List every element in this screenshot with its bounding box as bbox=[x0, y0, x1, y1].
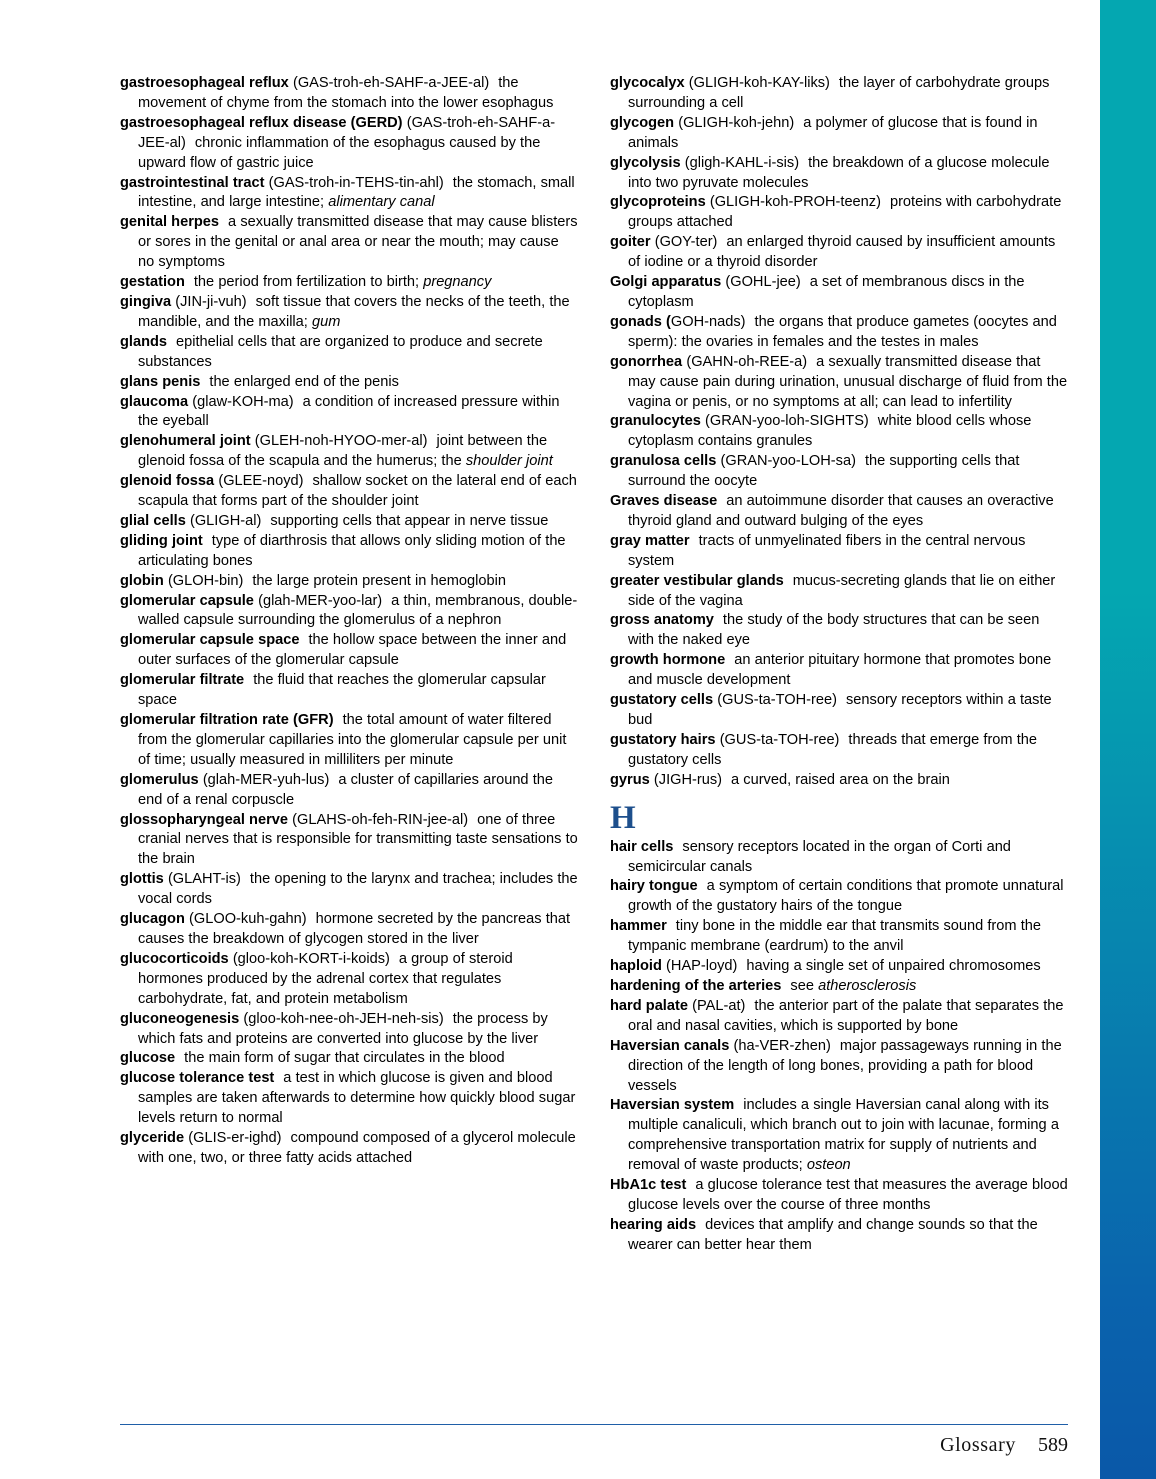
glossary-entry bbox=[610, 611, 1068, 651]
entry-pronunciation: (glah-MER-yoo-lar) bbox=[258, 592, 383, 609]
entry-definition: a symptom of certain conditions that promote unnatural growth of the gustatory hairs of the tongue bbox=[628, 878, 1064, 915]
entry-term: haploid bbox=[610, 958, 662, 975]
glossary-entry bbox=[120, 870, 578, 910]
entry-pronunciation: (GUS-ta-TOH-ree) bbox=[717, 692, 837, 709]
entry-definition-italic: pregnancy bbox=[423, 274, 492, 291]
glossary-entry bbox=[120, 631, 578, 671]
entry-term: glucose tolerance test bbox=[120, 1070, 275, 1087]
entry-pronunciation: (GUS-ta-TOH-ree) bbox=[719, 731, 840, 748]
footer-label: Glossary bbox=[940, 1434, 1016, 1456]
entry-definition: compound composed of a glycerol molecule with one, two, or three fatty acids attached bbox=[138, 1130, 576, 1166]
entry-term: granulocytes bbox=[610, 413, 701, 430]
entry-pronunciation: (gloo-koh-KORT-i-koids) bbox=[232, 950, 390, 967]
glossary-entry bbox=[610, 313, 1068, 353]
entry-term: growth hormone bbox=[610, 652, 726, 669]
entry-term: gliding joint bbox=[120, 532, 203, 549]
glossary-entry bbox=[120, 74, 578, 114]
entry-term: gingiva bbox=[120, 293, 172, 310]
entry-term: glycoproteins bbox=[610, 194, 706, 211]
entry-definition: a set of membranous discs in the cytoplasm bbox=[628, 274, 1025, 310]
entry-pronunciation: (GLIGH-koh-PROH-teenz) bbox=[709, 194, 881, 211]
entry-term: gonads ( bbox=[610, 313, 671, 330]
glossary-entry bbox=[610, 193, 1068, 233]
entry-term: Golgi apparatus bbox=[610, 274, 722, 291]
entry-term: HbA1c test bbox=[610, 1177, 687, 1194]
entry-definition: the process by which fats and proteins are converted into glucose by the liver bbox=[138, 1010, 548, 1047]
decorative-edge-bar bbox=[1100, 0, 1156, 1479]
entry-term: hammer bbox=[610, 918, 667, 935]
glossary-entry bbox=[610, 651, 1068, 691]
entry-definition: chronic inflammation of the esophagus caused by the upward flow of gastric juice bbox=[138, 134, 541, 171]
entry-pronunciation: (GOHL-jee) bbox=[725, 274, 801, 291]
entry-term: glenohumeral joint bbox=[120, 433, 251, 450]
entry-definition: proteins with carbohydrate groups attached bbox=[628, 194, 1062, 231]
letter-heading: H bbox=[610, 799, 637, 836]
entry-pronunciation: (GRAN-yoo-loh-SIGHTS) bbox=[705, 413, 869, 430]
entry-definition: an autoimmune disorder that causes an overactive thyroid gland and outward bulging of the eyes bbox=[628, 493, 1054, 529]
left-column bbox=[120, 74, 578, 1256]
entry-term: globin bbox=[120, 572, 164, 589]
glossary-entry bbox=[120, 1129, 578, 1169]
entry-term: gonorrhea bbox=[610, 353, 683, 370]
glossary-entry bbox=[120, 373, 578, 393]
entry-definition: a thin, membranous, double-walled capsule surrounding the glomerulus of a nephron bbox=[138, 592, 578, 629]
glossary-entry bbox=[610, 838, 1068, 878]
glossary-entry bbox=[610, 771, 1068, 791]
entry-term: glomerular filtrate bbox=[120, 672, 245, 689]
entry-definition: the fluid that reaches the glomerular capsular space bbox=[138, 672, 546, 709]
glossary-entry bbox=[610, 273, 1068, 313]
entry-pronunciation: (glaw-KOH-ma) bbox=[192, 393, 294, 410]
entry-term: hardening of the arteries bbox=[610, 977, 782, 994]
entry-definition: the opening to the larynx and trachea; includes the vocal cords bbox=[138, 871, 578, 908]
entry-pronunciation: (JIGH-rus) bbox=[653, 771, 723, 788]
entry-pronunciation: (GLEH-noh-HYOO-mer-al) bbox=[254, 433, 428, 450]
entry-definition: a condition of increased pressure within the eyeball bbox=[138, 393, 560, 430]
entry-definition: an anterior pituitary hormone that promotes bone and muscle development bbox=[628, 652, 1052, 689]
entry-term: glottis bbox=[120, 871, 164, 888]
glossary-entry bbox=[120, 174, 578, 214]
glossary-entry bbox=[120, 950, 578, 1010]
entry-term: genital herpes bbox=[120, 214, 220, 231]
entry-pronunciation: (GLAHT-is) bbox=[167, 871, 241, 888]
entry-term: hair cells bbox=[610, 838, 674, 855]
entry-term: Haversian canals bbox=[610, 1037, 730, 1054]
entry-definition: one of three cranial nerves that is responsible for transmitting taste sensations to the brain bbox=[138, 811, 578, 868]
glossary-entry bbox=[610, 1176, 1068, 1216]
entry-definition: an enlarged thyroid caused by insufficient amounts of iodine or a thyroid disorder bbox=[628, 234, 1056, 271]
glossary-entry bbox=[120, 1010, 578, 1050]
entry-term: glomerulus bbox=[120, 771, 199, 788]
entry-definition: the enlarged end of the penis bbox=[209, 373, 399, 390]
entry-term: glands bbox=[120, 333, 168, 350]
entry-definition: tracts of unmyelinated fibers in the central nervous system bbox=[628, 532, 1026, 569]
entry-definition: shallow socket on the lateral end of each scapula that forms part of the shoulder joint bbox=[138, 473, 577, 510]
entry-definition: a polymer of glucose that is found in animals bbox=[628, 114, 1038, 151]
entry-term: glial cells bbox=[120, 512, 186, 529]
glossary-entry bbox=[120, 711, 578, 771]
entry-term: Graves disease bbox=[610, 493, 718, 510]
glossary-entry bbox=[120, 910, 578, 950]
glossary-entry bbox=[120, 671, 578, 711]
entry-definition: a sexually transmitted disease that may cause pain during urination, unusual discharge of fluid from the vagina or penis, or no symptoms at all; can lead to infertility bbox=[628, 353, 1068, 410]
entry-definition: includes a single Haversian canal along with its multiple canaliculi, which branch out to join with lacunae, forming a comprehensive transportation matrix for supply of nutrients and removal of waste products; bbox=[628, 1097, 1059, 1174]
glossary-entry bbox=[610, 114, 1068, 154]
entry-definition: soft tissue that covers the necks of the teeth, the mandible, and the maxilla; bbox=[138, 293, 570, 330]
glossary-entry bbox=[120, 213, 578, 273]
entry-term: glycolysis bbox=[610, 154, 681, 171]
entry-definition: epithelial cells that are organized to produce and secrete substances bbox=[138, 333, 543, 370]
glossary-entry bbox=[610, 353, 1068, 413]
entry-pronunciation: (GAHN-oh-REE-a) bbox=[686, 353, 808, 370]
glossary-columns bbox=[120, 74, 1068, 1256]
glossary-entry bbox=[120, 293, 578, 333]
entry-definition: major passageways running in the direction of the length of long bones, providing a path for blood vessels bbox=[628, 1037, 1062, 1094]
entry-term: gross anatomy bbox=[610, 612, 714, 629]
entry-definition: the organs that produce gametes (oocytes and sperm): the ovaries in females and the testes in males bbox=[628, 313, 1057, 350]
glossary-entry bbox=[120, 333, 578, 373]
entry-pronunciation: (GLIGH-koh-jehn) bbox=[678, 114, 795, 131]
entry-pronunciation: (GOY-ter) bbox=[654, 234, 718, 251]
glossary-entry bbox=[610, 532, 1068, 572]
entry-pronunciation: (GLAHS-oh-feh-RIN-jee-al) bbox=[292, 811, 469, 828]
glossary-entry bbox=[120, 472, 578, 512]
glossary-entry bbox=[610, 74, 1068, 114]
entry-definition-italic: alimentary canal bbox=[328, 194, 435, 211]
entry-definition: devices that amplify and change sounds so that the wearer can better hear them bbox=[628, 1216, 1038, 1253]
entry-term: gyrus bbox=[610, 771, 650, 788]
entry-pronunciation: (gloo-koh-nee-oh-JEH-neh-sis) bbox=[243, 1010, 444, 1027]
entry-term: greater vestibular glands bbox=[610, 572, 784, 589]
right-column bbox=[610, 74, 1068, 1256]
entry-term: gastrointestinal tract bbox=[120, 174, 265, 191]
entry-pronunciation: (GLIGH-koh-KAY-liks) bbox=[688, 75, 830, 91]
entry-pronunciation: (gligh-KAHL-i-sis) bbox=[684, 154, 800, 171]
entry-definition: joint between the glenoid fossa of the scapula and the humerus; the bbox=[138, 433, 548, 470]
entry-term: glycocalyx bbox=[610, 75, 685, 91]
entry-pronunciation: (glah-MER-yuh-lus) bbox=[202, 771, 330, 788]
glossary-entry bbox=[120, 771, 578, 811]
glossary-entry bbox=[610, 731, 1068, 771]
glossary-entry bbox=[120, 393, 578, 433]
entry-term: gustatory cells bbox=[610, 692, 714, 709]
entry-term: gastroesophageal reflux bbox=[120, 75, 289, 91]
glossary-entry bbox=[610, 233, 1068, 273]
entry-term: glaucoma bbox=[120, 393, 189, 410]
glossary-entry bbox=[120, 1069, 578, 1129]
glossary-entry bbox=[120, 432, 578, 472]
glossary-entry bbox=[610, 154, 1068, 194]
entry-definition-italic: gum bbox=[312, 313, 341, 330]
entry-definition: hormone secreted by the pancreas that causes the breakdown of glycogen stored in the liver bbox=[138, 911, 571, 947]
glossary-entry bbox=[610, 1096, 1068, 1176]
entry-pronunciation: (ha-VER-zhen) bbox=[733, 1037, 831, 1054]
entry-term: glenoid fossa bbox=[120, 473, 215, 490]
glossary-entry bbox=[610, 691, 1068, 731]
entry-pronunciation: (GLOH-bin) bbox=[167, 572, 244, 589]
entry-definition: a cluster of capillaries around the end of a renal corpuscle bbox=[138, 771, 553, 808]
entry-term: glossopharyngeal nerve bbox=[120, 811, 288, 828]
entry-definition-italic: atherosclerosis bbox=[818, 977, 917, 994]
glossary-entry bbox=[120, 114, 578, 174]
entry-term: gray matter bbox=[610, 532, 690, 549]
entry-definition: supporting cells that appear in nerve tissue bbox=[270, 512, 549, 529]
entry-definition: the large protein present in hemoglobin bbox=[252, 572, 506, 589]
entry-term: glans penis bbox=[120, 373, 201, 390]
entry-definition: a sexually transmitted disease that may cause blisters or sores in the genital or anal area or near the mouth; may cause no symptoms bbox=[138, 214, 578, 271]
entry-term: gestation bbox=[120, 274, 185, 291]
entry-definition: sensory receptors within a taste bud bbox=[628, 692, 1052, 728]
entry-definition: the period from fertilization to birth; bbox=[193, 274, 424, 291]
entry-pronunciation: (GLOO-kuh-gahn) bbox=[189, 911, 307, 928]
entry-definition: a group of steroid hormones produced by the adrenal cortex that regulates carbohydrate, fat, and protein metabolism bbox=[138, 950, 513, 1007]
entry-pronunciation: (GAS-troh-in-TEHS-tin-ahl) bbox=[268, 174, 444, 191]
entry-definition: mucus-secreting glands that lie on either side of the vagina bbox=[628, 572, 1056, 609]
glossary-entry bbox=[120, 532, 578, 572]
page-footer bbox=[120, 1424, 1068, 1457]
entry-definition: the movement of chyme from the stomach into the lower esophagus bbox=[138, 75, 554, 111]
entry-definition: type of diarthrosis that allows only sliding motion of the articulating bones bbox=[138, 532, 566, 569]
footer-text bbox=[120, 1434, 1068, 1457]
entry-term: goiter bbox=[610, 234, 651, 251]
entry-definition: a curved, raised area on the brain bbox=[731, 771, 950, 788]
entry-term: glycogen bbox=[610, 114, 675, 131]
entry-term: gastroesophageal reflux disease (GERD) bbox=[120, 114, 403, 131]
entry-definition: having a single set of unpaired chromosomes bbox=[746, 958, 1041, 975]
entry-pronunciation: (GLIS-er-ighd) bbox=[188, 1130, 282, 1147]
entry-pronunciation: (HAP-loyd) bbox=[666, 958, 738, 975]
entry-term: glomerular filtration rate (GFR) bbox=[120, 712, 334, 728]
glossary-entry bbox=[120, 1049, 578, 1069]
glossary-entry bbox=[610, 997, 1068, 1037]
entry-definition: the study of the body structures that can be seen with the naked eye bbox=[628, 612, 1040, 649]
glossary-entry bbox=[610, 1216, 1068, 1256]
entry-definition: sensory receptors located in the organ of Corti and semicircular canals bbox=[628, 838, 1011, 875]
entry-pronunciation: (GAS-troh-eh-SAHF-a-JEE-al) bbox=[138, 114, 556, 151]
entry-pronunciation: (GLEE-noyd) bbox=[218, 473, 304, 490]
entry-term: hearing aids bbox=[610, 1216, 697, 1233]
entry-term: glomerular capsule space bbox=[120, 632, 300, 649]
glossary-entry bbox=[610, 572, 1068, 612]
entry-term: glucocorticoids bbox=[120, 950, 229, 967]
footer-divider bbox=[120, 1424, 1068, 1425]
entry-term: hairy tongue bbox=[610, 878, 698, 895]
entry-term: glyceride bbox=[120, 1130, 185, 1147]
entry-definition: white blood cells whose cytoplasm contains granules bbox=[628, 413, 1032, 450]
entry-definition: the anterior part of the palate that separates the oral and nasal cavities, which is supported by bone bbox=[628, 997, 1064, 1034]
entry-definition: a test in which glucose is given and blood samples are taken afterwards to determine how quickly blood sugar levels return to normal bbox=[138, 1070, 576, 1127]
entry-definition-italic: osteon bbox=[806, 1157, 851, 1174]
entry-definition: the main form of sugar that circulates in the blood bbox=[184, 1050, 505, 1067]
entry-term: glomerular capsule bbox=[120, 592, 254, 609]
entry-definition: the layer of carbohydrate groups surrounding a cell bbox=[628, 75, 1050, 111]
glossary-entry bbox=[120, 592, 578, 632]
entry-term: granulosa cells bbox=[610, 453, 717, 470]
entry-definition: the supporting cells that surround the oocyte bbox=[628, 453, 1020, 490]
entry-term: gustatory hairs bbox=[610, 731, 716, 748]
glossary-entry bbox=[610, 492, 1068, 532]
entry-definition: the total amount of water filtered from the glomerular capillaries into the glomerular capsule per unit of time; usually measured in milliliters per minute bbox=[138, 712, 567, 768]
glossary-entry bbox=[120, 572, 578, 592]
entry-term: glucagon bbox=[120, 911, 185, 928]
glossary-entry bbox=[120, 273, 578, 293]
entry-term: glucose bbox=[120, 1050, 176, 1067]
glossary-entry bbox=[610, 452, 1068, 492]
entry-definition: see bbox=[790, 977, 819, 994]
glossary-entry bbox=[610, 977, 1068, 997]
entry-pronunciation: GOH-nads) bbox=[670, 313, 746, 330]
entry-pronunciation: (GLIGH-al) bbox=[189, 512, 262, 529]
entry-term: Haversian system bbox=[610, 1097, 735, 1114]
entry-pronunciation: (PAL-at) bbox=[692, 997, 746, 1014]
glossary-entry bbox=[610, 877, 1068, 917]
glossary-entry bbox=[610, 917, 1068, 957]
entry-definition-italic: shoulder joint bbox=[465, 453, 553, 470]
glossary-entry bbox=[120, 512, 578, 532]
entry-definition: a glucose tolerance test that measures the average blood glucose levels over the course of three months bbox=[628, 1177, 1068, 1213]
entry-term: hard palate bbox=[610, 997, 688, 1014]
entry-definition: the hollow space between the inner and outer surfaces of the glomerular capsule bbox=[138, 632, 567, 669]
entry-definition: tiny bone in the middle ear that transmits sound from the tympanic membrane (eardrum) to the anvil bbox=[628, 918, 1042, 955]
entry-definition: the stomach, small intestine, and large intestine; bbox=[138, 174, 575, 211]
entry-term: gluconeogenesis bbox=[120, 1010, 240, 1027]
glossary-entry bbox=[610, 1037, 1068, 1097]
entry-pronunciation: (GRAN-yoo-LOH-sa) bbox=[720, 453, 856, 470]
page-number: 589 bbox=[1038, 1434, 1068, 1456]
entry-pronunciation: (GAS-troh-eh-SAHF-a-JEE-al) bbox=[292, 75, 490, 91]
entry-definition: the breakdown of a glucose molecule into two pyruvate molecules bbox=[628, 154, 1050, 191]
entry-pronunciation: (JIN-ji-vuh) bbox=[175, 293, 247, 310]
entry-definition: threads that emerge from the gustatory cells bbox=[628, 731, 1038, 768]
glossary-entry bbox=[610, 412, 1068, 452]
glossary-entry bbox=[610, 957, 1068, 977]
glossary-entry bbox=[120, 811, 578, 871]
